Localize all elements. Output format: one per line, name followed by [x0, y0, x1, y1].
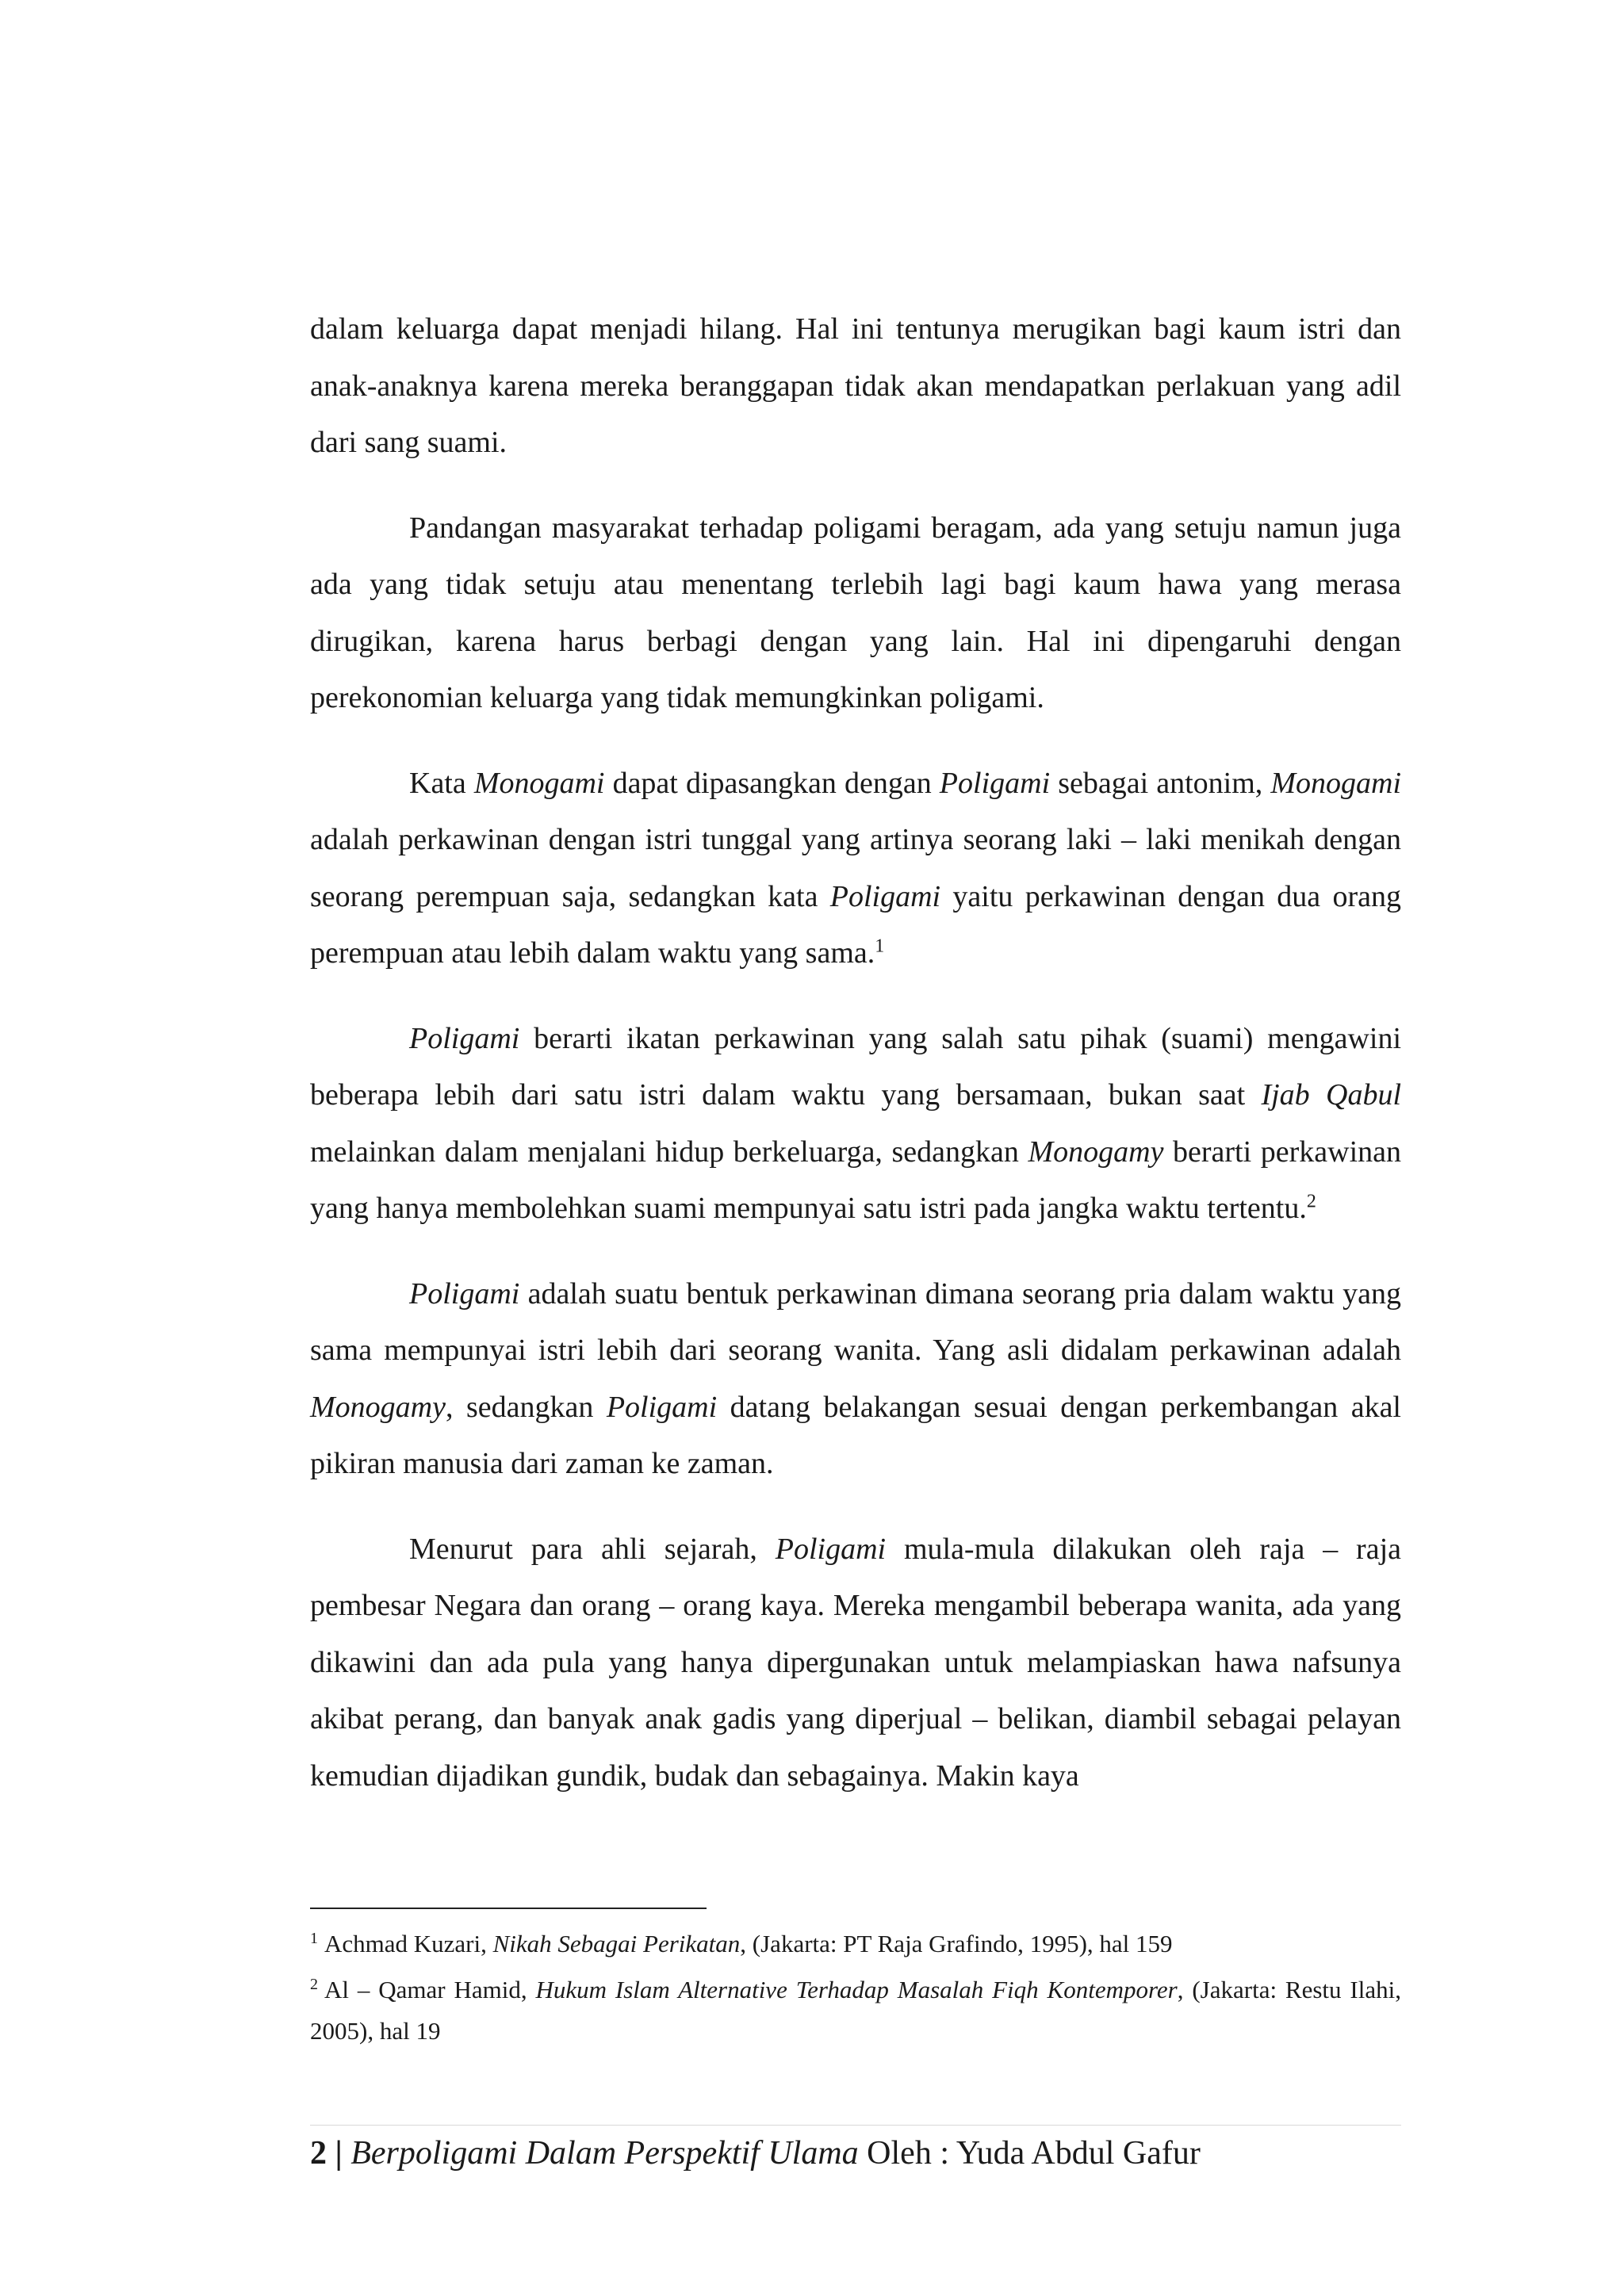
term-poligami: Poligami — [829, 879, 941, 913]
paragraph-1 — [310, 301, 1401, 472]
paragraph-5-text: adalah suatu bentuk perkawinan dimana seorang pria dalam waktu yang sama mempunyai istri lebih dari seorang wanita. Yang asli didalam perkawinan adalah — [310, 1276, 1401, 1367]
paragraph-3-text: Kata — [409, 766, 474, 800]
footnote-ref-2[interactable]: 2 — [1306, 1191, 1316, 1212]
paragraph-3 — [310, 756, 1401, 982]
footnote-separator — [310, 1908, 707, 1909]
footer-divider — [310, 2125, 1401, 2126]
paragraph-6-text: mula-mula dilakukan oleh raja – raja pembesar Negara dan orang – orang kaya. Mereka mengambil beberapa wanita, ada yang dikawini dan ada pula yang hanya dipergunakan untuk melampiaskan hawa nafsunya akibat perang, dan banyak anak gadis yang diperjual – belikan, diambil sebagai pelayan kemudian dijadikan gundik, budak dan sebagainya. Makin kaya — [310, 1532, 1401, 1793]
page-body — [310, 301, 1401, 1833]
footnote-publication: , (Jakarta: PT Raja Grafindo, 1995), hal 159 — [740, 1930, 1173, 1957]
paragraph-3-text: yaitu perkawinan dengan dua orang perempuan atau lebih dalam waktu yang sama. — [310, 879, 1401, 970]
paragraph-3-text: dapat dipasangkan dengan — [604, 766, 940, 800]
paragraph-1-text: dalam keluarga dapat menjadi hilang. Hal ini tentunya merugikan bagi kaum istri dan anak-anaknya karena mereka beranggapan tidak akan mendapatkan perlakuan yang adil dari sang suami. — [310, 312, 1401, 459]
term-monogamy: Monogamy — [1028, 1135, 1164, 1169]
page-footer — [310, 2131, 1401, 2175]
footnote-ref-1[interactable]: 1 — [875, 936, 885, 957]
term-ijab-qabul: Ijab Qabul — [1261, 1078, 1401, 1112]
term-poligami: Poligami — [606, 1390, 718, 1424]
footer-book-title: Berpoligami Dalam Perspektif Ulama — [350, 2135, 859, 2172]
term-poligami: Poligami — [939, 766, 1051, 800]
paragraph-5 — [310, 1266, 1401, 1493]
footnote-author: Achmad Kuzari, — [324, 1930, 493, 1957]
paragraph-4 — [310, 1011, 1401, 1238]
footnote-title: Hukum Islam Alternative Terhadap Masalah Fiqh Kontemporer — [535, 1976, 1178, 2003]
footnote-1 — [310, 1923, 1401, 1965]
paragraph-4-text: berarti ikatan perkawinan yang salah satu pihak (suami) mengawini beberapa lebih dari satu istri dalam waktu yang bersamaan, bukan saat — [310, 1021, 1401, 1112]
footnote-publication: , (Jakarta: Restu Ilahi, 2005), hal 19 — [310, 1976, 1401, 2045]
paragraph-5-text: , sedangkan — [445, 1390, 607, 1424]
footer-separator: | — [327, 2135, 351, 2172]
footnote-number: 2 — [310, 1975, 318, 1993]
paragraph-4-text: melainkan dalam menjalani hidup berkeluarga, sedangkan — [310, 1135, 1028, 1169]
term-monogamy: Monogamy — [310, 1390, 446, 1424]
footnote-2 — [310, 1969, 1401, 2052]
term-poligami: Poligami — [409, 1021, 520, 1055]
footnote-author: Al – Qamar Hamid, — [324, 1976, 536, 2003]
paragraph-2 — [310, 500, 1401, 727]
term-monogami: Monogami — [1270, 766, 1402, 800]
paragraph-5-text: datang belakangan sesuai dengan perkembangan akal pikiran manusia dari zaman ke zaman. — [310, 1390, 1401, 1480]
term-monogami: Monogami — [473, 766, 605, 800]
footer-author: Oleh : Yuda Abdul Gafur — [858, 2135, 1201, 2172]
term-poligami: Poligami — [409, 1276, 520, 1311]
paragraph-3-text: adalah perkawinan dengan istri tunggal yang artinya seorang laki – laki menikah dengan seorang perempuan saja, sedangkan kata — [310, 823, 1401, 913]
page-number: 2 — [310, 2135, 327, 2172]
paragraph-6 — [310, 1521, 1401, 1805]
footnote-number: 1 — [310, 1929, 318, 1947]
paragraph-4-text: berarti perkawinan yang hanya membolehkan suami mempunyai satu istri pada jangka waktu tertentu. — [310, 1135, 1401, 1225]
term-poligami: Poligami — [775, 1532, 887, 1566]
paragraph-3-text: sebagai antonim, — [1050, 766, 1271, 800]
footnotes — [310, 1923, 1401, 2057]
paragraph-6-text: Menurut para ahli sejarah, — [409, 1532, 776, 1566]
paragraph-2-text: Pandangan masyarakat terhadap poligami beragam, ada yang setuju namun juga ada yang tidak setuju atau menentang terlebih lagi bagi kaum hawa yang merasa dirugikan, karena harus berbagi dengan yang lain. Hal ini dipengaruhi dengan perekonomian keluarga yang tidak memungkinkan poligami. — [310, 511, 1401, 714]
footnote-title: Nikah Sebagai Perikatan — [492, 1930, 741, 1957]
